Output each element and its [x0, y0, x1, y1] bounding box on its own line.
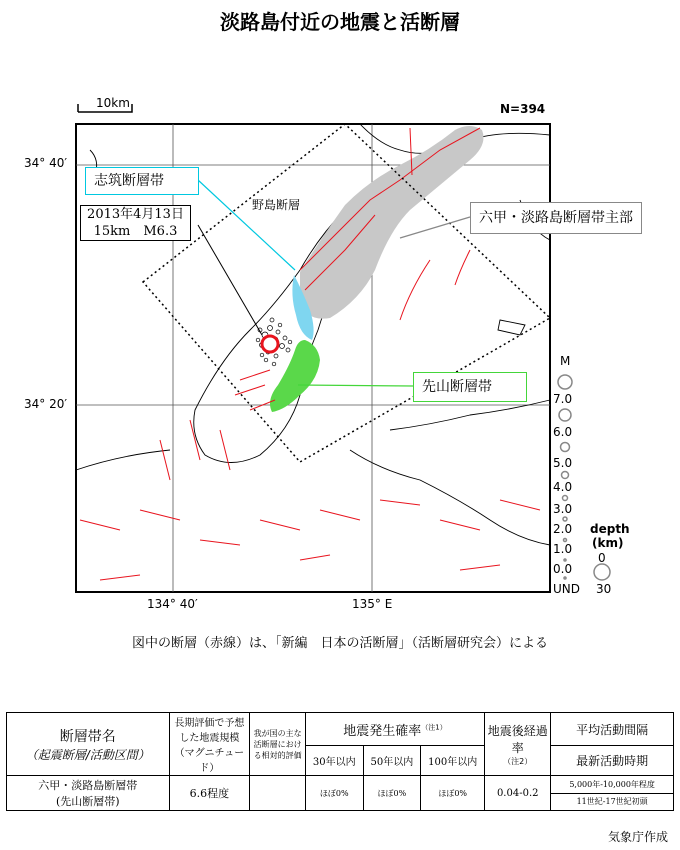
- count-label: N=394: [500, 102, 546, 116]
- legend-mag-2: 2.0: [553, 522, 573, 536]
- h-elapsed-cell: [485, 713, 551, 776]
- legend-depth-title: depth: [590, 522, 630, 536]
- h-50: 50年以内: [363, 746, 421, 776]
- row-rel: [250, 776, 306, 811]
- lon-label-left: 134° 40′: [147, 597, 198, 611]
- legend-depth-0: 0: [598, 551, 606, 565]
- h-prob-note: （注1）: [421, 723, 447, 732]
- row-p50: ほぼ0%: [363, 776, 421, 811]
- legend-mag-4: 4.0: [553, 480, 573, 494]
- h-elapsed: 地震後経過率: [487, 723, 548, 755]
- h-latest: 最新活動時期: [551, 746, 674, 776]
- lat-label-top: 34° 40′: [24, 156, 68, 170]
- h-name-sub: （起震断層/活動区間）: [25, 747, 150, 762]
- legend-depth-30: 30: [596, 582, 612, 596]
- h-rel: 我が国の主な活断層における相対的評価: [250, 713, 306, 776]
- lat-label-bottom: 34° 20′: [24, 397, 68, 411]
- row-p100: ほぼ0%: [421, 776, 485, 811]
- h-100: 100年以内: [421, 746, 485, 776]
- row-latest: 11世紀-17世紀初頭: [551, 793, 674, 811]
- shitsuki-callout: 志筑断層帯: [85, 167, 199, 195]
- h-prob: 地震発生確率: [343, 723, 422, 739]
- row-interval: 5,000年-10,000年程度: [551, 776, 674, 794]
- legend-mag-0: 0.0: [553, 562, 573, 576]
- h-elapsed-note: （注2）: [503, 756, 533, 766]
- h-scale: 長期評価で予想した地震規模（マグニチュード）: [169, 713, 250, 776]
- lon-label-right: 135° E: [352, 597, 393, 611]
- h-interval: 平均活動間隔: [551, 713, 674, 746]
- event-depth-mag: 15km M6.3: [93, 224, 178, 239]
- fault-table: [6, 712, 674, 811]
- row-scale: 6.6程度: [169, 776, 250, 811]
- legend-mag-6: 6.0: [553, 425, 573, 439]
- scale-label: 10km: [96, 96, 130, 110]
- rokko-callout: 六甲・淡路島断層帯主部: [470, 202, 642, 234]
- page-title: 淡路島付近の地震と活断層: [220, 10, 460, 34]
- event-callout: [80, 205, 191, 241]
- row-sub: (先山断層帯): [55, 795, 120, 808]
- h-prob-cell: [305, 713, 484, 746]
- depth-legend-circle: [594, 564, 610, 580]
- legend-mag-1: 1.0: [553, 542, 573, 556]
- legend-m-title: M: [560, 354, 571, 368]
- event-date: 2013年4月13日: [87, 207, 184, 222]
- legend-mag-3: 3.0: [553, 502, 573, 516]
- row-name-cell: [7, 776, 170, 811]
- legend-mag-5: 5.0: [553, 456, 573, 470]
- legend-mag-und: UND: [553, 582, 580, 596]
- fault-source-note: 図中の断層（赤線）は、「新編 日本の活断層」（活断層研究会）による: [131, 636, 548, 651]
- row-name: 六甲・淡路島断層帯: [38, 779, 138, 792]
- legend-mag-7: 7.0: [553, 392, 573, 406]
- sakiyama-callout: 先山断層帯: [413, 372, 527, 402]
- credit: 気象庁作成: [607, 830, 668, 844]
- h-30: 30年以内: [305, 746, 363, 776]
- row-p30: ほぼ0%: [305, 776, 363, 811]
- mainshock-marker: [262, 336, 278, 352]
- nojima-label: 野島断層: [252, 198, 301, 212]
- legend-depth-unit: (km): [592, 536, 624, 550]
- h-name: 断層帯名: [59, 728, 116, 745]
- row-elapsed: 0.04-0.2: [485, 776, 551, 811]
